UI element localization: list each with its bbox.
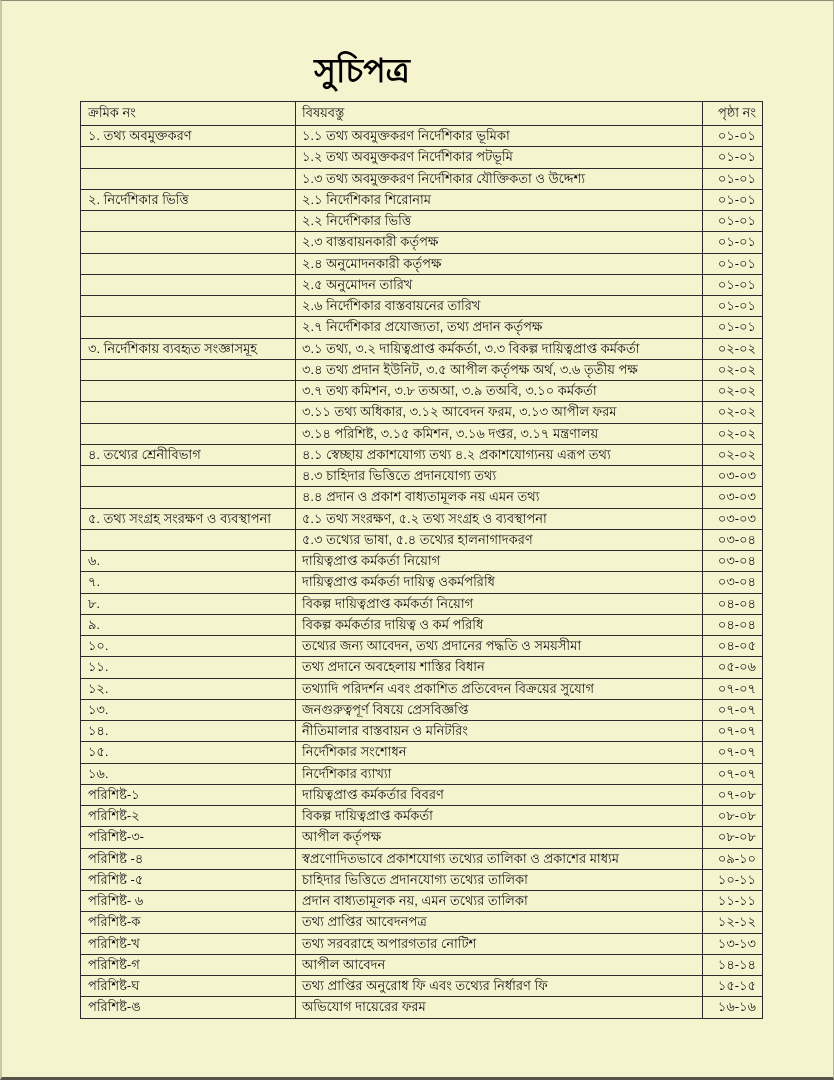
- serial-cell: পরিশিষ্ট-১: [81, 784, 296, 805]
- page-cell: ০২-০২: [703, 444, 763, 465]
- table-row: [81, 699, 763, 720]
- table-row: [81, 274, 763, 295]
- subject-cell: প্রদান বাধ্যতামূলক নয়, এমন তথ্যের তালিকা: [296, 891, 703, 912]
- serial-cell: ৭.: [81, 572, 296, 593]
- table-row: [81, 742, 763, 763]
- page-cell: ০১-০১: [703, 317, 763, 338]
- table-row: [81, 763, 763, 784]
- page-cell: ০২-০২: [703, 338, 763, 359]
- subject-cell: তথ্যাদি পরিদর্শন এবং প্রকাশিত প্রতিবেদন বিক্রয়ের সুযোগ: [296, 678, 703, 699]
- table-row: [81, 572, 763, 593]
- page-cell: ১৫-১৫: [703, 976, 763, 997]
- subject-cell: ৩.৭ তথ্য কমিশন, ৩.৮ তঅআ, ৩.৯ তঅবি, ৩.১০ কর্মকর্তা: [296, 381, 703, 402]
- table-row: [81, 593, 763, 614]
- serial-cell: ৩. নির্দেশিকায় ব্যবহৃত সংজ্ঞাসমূহ: [81, 338, 296, 359]
- page-cell: ০৭-০৭: [703, 699, 763, 720]
- serial-cell: ১৫.: [81, 742, 296, 763]
- page-cell: ০৩-০৩: [703, 508, 763, 529]
- table-row: [81, 636, 763, 657]
- page-cell: ০১-০১: [703, 253, 763, 274]
- serial-cell: পরিশিষ্ট-ঙ: [81, 997, 296, 1018]
- page-cell: ০১-০১: [703, 232, 763, 253]
- subject-cell: দায়িত্বপ্রাপ্ত কর্মকর্তা নিয়োগ: [296, 551, 703, 572]
- table-row: [81, 423, 763, 444]
- subject-cell: ৫.৩ তথ্যের ভাষা, ৫.৪ তথ্যের হালনাগাদকরণ: [296, 529, 703, 550]
- table-row: [81, 529, 763, 550]
- serial-cell: [81, 168, 296, 189]
- subject-cell: আপীল আবেদন: [296, 954, 703, 975]
- serial-cell: [81, 232, 296, 253]
- page-cell: ১১-১১: [703, 891, 763, 912]
- table-row: [81, 317, 763, 338]
- toc-table: [80, 101, 763, 1019]
- table-row: [81, 402, 763, 423]
- serial-cell: ৮.: [81, 593, 296, 614]
- page-cell: ১৪-১৪: [703, 954, 763, 975]
- serial-cell: পরিশিষ্ট -৪: [81, 848, 296, 869]
- page-cell: ০৩-০৪: [703, 551, 763, 572]
- subject-cell: অভিযোগ দায়েরের ফরম: [296, 997, 703, 1018]
- page-cell: ০৪-০৪: [703, 614, 763, 635]
- table-row: [81, 381, 763, 402]
- page-cell: ০৭-০৭: [703, 721, 763, 742]
- page-cell: ০৭-০৭: [703, 742, 763, 763]
- page-cell: ০৩-০৪: [703, 529, 763, 550]
- serial-cell: [81, 423, 296, 444]
- table-row: [81, 657, 763, 678]
- page-cell: ০৯-১০: [703, 848, 763, 869]
- subject-cell: ২.৫ অনুমোদন তারিখ: [296, 274, 703, 295]
- subject-cell: স্বপ্রণোদিতভাবে প্রকাশযোগ্য তথ্যের তালিকা ও প্রকাশের মাধ্যম: [296, 848, 703, 869]
- serial-cell: [81, 317, 296, 338]
- subject-cell: ২.৭ নির্দেশিকার প্রযোজ্যতা, তথ্য প্রদান কর্তৃপক্ষ: [296, 317, 703, 338]
- col-header-subject: বিষয়বস্তু: [296, 102, 703, 126]
- serial-cell: পরিশিষ্ট-খ: [81, 933, 296, 954]
- serial-cell: [81, 147, 296, 168]
- subject-cell: বিকল্প দায়িত্বপ্রাপ্ত কর্মকর্তা: [296, 806, 703, 827]
- table-row: [81, 891, 763, 912]
- page-cell: ০৮-০৮: [703, 806, 763, 827]
- subject-cell: ১.২ তথ্য অবমুক্তকরণ নির্দেশিকার পটভূমি: [296, 147, 703, 168]
- table-row: [81, 466, 763, 487]
- page-cell: ০৭-০৮: [703, 784, 763, 805]
- subject-cell: ১.৩ তথ্য অবমুক্তকরণ নির্দেশিকার যৌক্তিকতা ও উদ্দেশ্য: [296, 168, 703, 189]
- serial-cell: ১৪.: [81, 721, 296, 742]
- page-cell: ০২-০২: [703, 402, 763, 423]
- serial-cell: পরিশিষ্ট- ৬: [81, 891, 296, 912]
- page-cell: ০২-০২: [703, 381, 763, 402]
- subject-cell: দায়িত্বপ্রাপ্ত কর্মকর্তা দায়িত্ব ওকর্মপরিধি: [296, 572, 703, 593]
- subject-cell: নির্দেশিকার ব্যাখ্যা: [296, 763, 703, 784]
- table-row: [81, 359, 763, 380]
- serial-cell: ১০.: [81, 636, 296, 657]
- serial-cell: [81, 529, 296, 550]
- subject-cell: ২.২ নির্দেশিকার ভিত্তি: [296, 211, 703, 232]
- serial-cell: ১২.: [81, 678, 296, 699]
- table-row: [81, 614, 763, 635]
- table-row: [81, 444, 763, 465]
- table-row: [81, 551, 763, 572]
- page-cell: ০১-০১: [703, 189, 763, 210]
- page-cell: ০১-০১: [703, 168, 763, 189]
- serial-cell: [81, 253, 296, 274]
- subject-cell: তথ্য প্রাপ্তির অনুরোধ ফি এবং তথ্যের নির্ধারণ ফি: [296, 976, 703, 997]
- table-row: [81, 126, 763, 147]
- toc-header-row: [81, 102, 763, 126]
- page-cell: ১০-১১: [703, 869, 763, 890]
- table-row: [81, 678, 763, 699]
- serial-cell: ৪. তথ্যের শ্রেনীবিভাগ: [81, 444, 296, 465]
- table-row: [81, 487, 763, 508]
- table-row: [81, 806, 763, 827]
- serial-cell: ১৬.: [81, 763, 296, 784]
- subject-cell: চাহিদার ভিত্তিতে প্রদানযোগ্য তথ্যের তালিকা: [296, 869, 703, 890]
- serial-cell: পরিশিষ্ট-ক: [81, 912, 296, 933]
- serial-cell: ৬.: [81, 551, 296, 572]
- table-row: [81, 211, 763, 232]
- page-cell: ০৭-০৭: [703, 763, 763, 784]
- serial-cell: [81, 359, 296, 380]
- serial-cell: পরিশিষ্ট-ঘ: [81, 976, 296, 997]
- table-row: [81, 147, 763, 168]
- table-row: [81, 508, 763, 529]
- table-row: [81, 189, 763, 210]
- subject-cell: ২.৬ নির্দেশিকার বাস্তবায়নের তারিখ: [296, 296, 703, 317]
- page-cell: ০৭-০৭: [703, 678, 763, 699]
- subject-cell: ৩.১৪ পরিশিষ্ট, ৩.১৫ কমিশন, ৩.১৬ দপ্তর, ৩.১৭ মন্ত্রণালয়: [296, 423, 703, 444]
- subject-cell: ৩.১ তথ্য, ৩.২ দায়িত্বপ্রাপ্ত কর্মকর্তা, ৩.৩ বিকল্প দায়িত্বপ্রাপ্ত কর্মকর্তা: [296, 338, 703, 359]
- table-row: [81, 954, 763, 975]
- page-cell: ০২-০২: [703, 423, 763, 444]
- table-row: [81, 827, 763, 848]
- page-cell: ০৮-০৮: [703, 827, 763, 848]
- table-row: [81, 296, 763, 317]
- serial-cell: ২. নির্দেশিকার ভিত্তি: [81, 189, 296, 210]
- serial-cell: [81, 274, 296, 295]
- subject-cell: তথ্য প্রাপ্তির আবেদনপত্র: [296, 912, 703, 933]
- table-row: [81, 168, 763, 189]
- page-cell: ১৬-১৬: [703, 997, 763, 1018]
- serial-cell: পরিশিষ্ট-গ: [81, 954, 296, 975]
- table-row: [81, 869, 763, 890]
- table-row: [81, 253, 763, 274]
- serial-cell: ৫. তথ্য সংগ্রহ সংরক্ষণ ও ব্যবস্থাপনা: [81, 508, 296, 529]
- serial-cell: [81, 466, 296, 487]
- serial-cell: ১. তথ্য অবমুক্তকরণ: [81, 126, 296, 147]
- table-row: [81, 784, 763, 805]
- table-row: [81, 338, 763, 359]
- page-cell: ০৫-০৬: [703, 657, 763, 678]
- serial-cell: [81, 402, 296, 423]
- serial-cell: পরিশিষ্ট-২: [81, 806, 296, 827]
- serial-cell: [81, 296, 296, 317]
- table-row: [81, 976, 763, 997]
- table-row: [81, 232, 763, 253]
- subject-cell: ৫.১ তথ্য সংরক্ষণ, ৫.২ তথ্য সংগ্রহ ও ব্যবস্থাপনা: [296, 508, 703, 529]
- page-cell: ০১-০১: [703, 147, 763, 168]
- subject-cell: তথ্য সরবরাহে অপারগতার নোটিশ: [296, 933, 703, 954]
- subject-cell: ৪.৪ প্রদান ও প্রকাশ বাধ্যতামূলক নয় এমন তথ্য: [296, 487, 703, 508]
- page-cell: ০১-০১: [703, 126, 763, 147]
- page-cell: ১৩-১৩: [703, 933, 763, 954]
- page-cell: ০১-০১: [703, 274, 763, 295]
- serial-cell: পরিশিষ্ট-৩-: [81, 827, 296, 848]
- subject-cell: ২.১ নির্দেশিকার শিরোনাম: [296, 189, 703, 210]
- serial-cell: [81, 487, 296, 508]
- subject-cell: নীতিমালার বাস্তবায়ন ও মনিটরিং: [296, 721, 703, 742]
- subject-cell: ৪.১ স্বেচ্ছায় প্রকাশযোগ্য তথ্য ৪.২ প্রকাশযোগ্যনয় এরূপ তথ্য: [296, 444, 703, 465]
- table-row: [81, 721, 763, 742]
- subject-cell: দায়িত্বপ্রাপ্ত কর্মকর্তার বিবরণ: [296, 784, 703, 805]
- subject-cell: জনগুরুত্বপূর্ণ বিষয়ে প্রেসবিজ্ঞপ্তি: [296, 699, 703, 720]
- subject-cell: নির্দেশিকার সংশোধন: [296, 742, 703, 763]
- page-cell: ০৩-০৩: [703, 466, 763, 487]
- page-cell: ০৩-০৩: [703, 487, 763, 508]
- col-header-serial: ক্রমিক নং: [81, 102, 296, 126]
- page-cell: ০১-০১: [703, 296, 763, 317]
- page-cell: ০৪-০৪: [703, 593, 763, 614]
- serial-cell: ১১.: [81, 657, 296, 678]
- subject-cell: ৩.৪ তথ্য প্রদান ইউনিট, ৩.৫ আপীল কর্তৃপক্ষ অর্থ, ৩.৬ তৃতীয় পক্ষ: [296, 359, 703, 380]
- table-row: [81, 912, 763, 933]
- page-cell: ০১-০১: [703, 211, 763, 232]
- page-cell: ১২-১২: [703, 912, 763, 933]
- table-row: [81, 848, 763, 869]
- page-cell: ০৩-০৪: [703, 572, 763, 593]
- subject-cell: তথ্য প্রদানে অবহেলায় শাস্তির বিধান: [296, 657, 703, 678]
- subject-cell: ২.৪ অনুমোদনকারী কর্তৃপক্ষ: [296, 253, 703, 274]
- page-cell: ০৪-০৫: [703, 636, 763, 657]
- subject-cell: আপীল কর্তৃপক্ষ: [296, 827, 703, 848]
- serial-cell: ৯.: [81, 614, 296, 635]
- serial-cell: পরিশিষ্ট -৫: [81, 869, 296, 890]
- col-header-page: পৃষ্ঠা নং: [703, 102, 763, 126]
- subject-cell: ২.৩ বাস্তবায়নকারী কর্তৃপক্ষ: [296, 232, 703, 253]
- serial-cell: [81, 211, 296, 232]
- serial-cell: [81, 381, 296, 402]
- page-title: সুচিপত্র: [314, 52, 410, 89]
- subject-cell: ৩.১১ তথ্য অধিকার, ৩.১২ আবেদন ফরম, ৩.১৩ আপীল ফরম: [296, 402, 703, 423]
- subject-cell: বিকল্প দায়িত্বপ্রাপ্ত কর্মকর্তা নিয়োগ: [296, 593, 703, 614]
- table-row: [81, 997, 763, 1018]
- page-cell: ০২-০২: [703, 359, 763, 380]
- subject-cell: ১.১ তথ্য অবমুক্তকরণ নির্দেশিকার ভূমিকা: [296, 126, 703, 147]
- subject-cell: বিকল্প কর্মকর্তার দায়িত্ব ও কর্ম পরিধি: [296, 614, 703, 635]
- subject-cell: তথ্যের জন্য আবেদন, তথ্য প্রদানের পদ্ধতি ও সময়সীমা: [296, 636, 703, 657]
- subject-cell: ৪.৩ চাহিদার ভিত্তিতে প্রদানযোগ্য তথ্য: [296, 466, 703, 487]
- serial-cell: ১৩.: [81, 699, 296, 720]
- table-row: [81, 933, 763, 954]
